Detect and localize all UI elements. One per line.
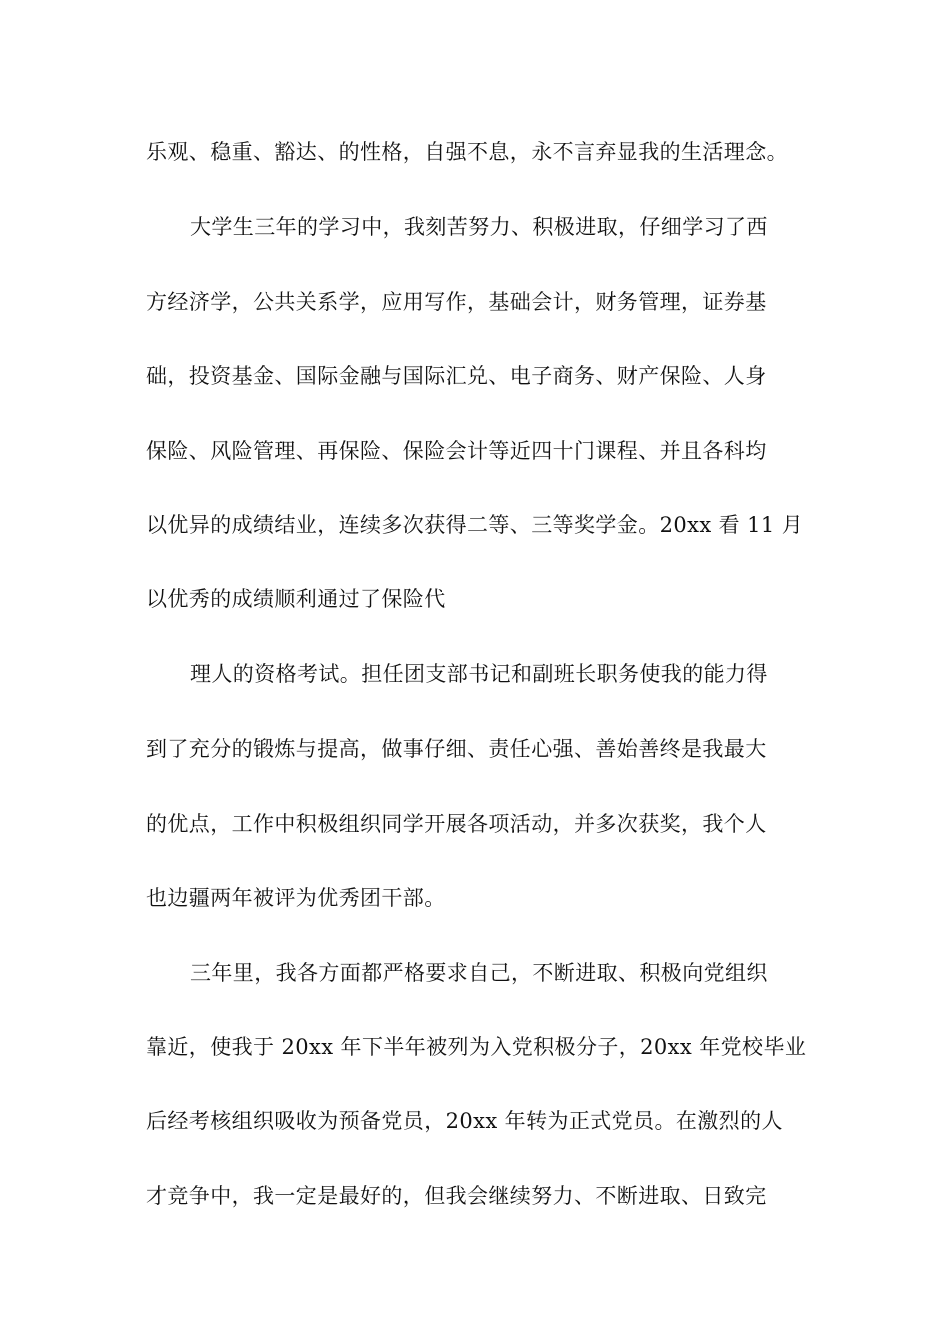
text-line: 到了充分的锻炼与提高，做事仔细、责任心强、善始善终是我最大 <box>146 737 767 761</box>
paragraph-first-line: 理人的资格考试。担任团支部书记和副班长职务使我的能力得 <box>190 662 768 686</box>
text-line: 才竞争中，我一定是最好的，但我会继续努力、不断进取、日致完 <box>146 1184 767 1208</box>
text-line: 以优秀的成绩顺利通过了保险代 <box>146 587 446 611</box>
text-line: 以优异的成绩结业，连续多次获得二等、三等奖学金。20xx 看 11 月 <box>146 513 804 537</box>
text-line: 的优点，工作中积极组织同学开展各项活动，并多次获奖，我个人 <box>146 812 767 836</box>
text-line: 也边疆两年被评为优秀团干部。 <box>146 886 446 910</box>
text-line: 础，投资基金、国际金融与国际汇兑、电子商务、财产保险、人身 <box>146 364 767 388</box>
text-line: 靠近，使我于 20xx 年下半年被列为入党积极分子，20xx 年党校毕业 <box>146 1035 807 1059</box>
text-line: 乐观、稳重、豁达、的性格，自强不息，永不言弃显我的生活理念。 <box>146 140 788 164</box>
paragraph-first-line: 三年里，我各方面都严格要求自己，不断进取、积极向党组织 <box>190 961 768 985</box>
text-line: 保险、风险管理、再保险、保险会计等近四十门课程、并且各科均 <box>146 439 767 463</box>
paragraph-first-line: 大学生三年的学习中，我刻苦努力、积极进取，仔细学习了西 <box>190 215 768 239</box>
text-line: 方经济学，公共关系学，应用写作，基础会计，财务管理，证券基 <box>146 290 767 314</box>
text-line: 后经考核组织吸收为预备党员，20xx 年转为正式党员。在激烈的人 <box>146 1109 783 1133</box>
